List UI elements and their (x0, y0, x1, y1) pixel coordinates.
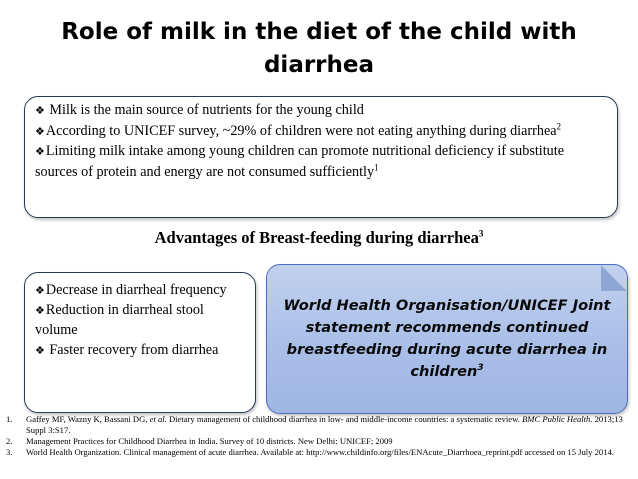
advantage-item-1-text: Decrease in diarrheal frequency (45, 282, 227, 298)
advantage-item-1 (35, 281, 249, 301)
reference-volume: 2013;13 Suppl 3:S17. (26, 414, 623, 435)
reference-text (26, 414, 632, 436)
intro-bullet-1 (35, 101, 609, 122)
advantage-item-2 (35, 301, 249, 340)
who-statement-text: World Health Organisation/UNICEF Joint statement recommends continued breastfeeding during acute diarrhea in children (283, 297, 611, 380)
intro-bullet-2 (35, 122, 609, 143)
advantages-heading-text: Advantages of Breast-feeding during diarrhea (154, 228, 479, 247)
intro-bullet-1-text: Milk is the main source of nutrients for the young child (49, 102, 364, 118)
intro-bullets-box (24, 96, 618, 218)
diamond-bullet-icon: ❖ (35, 344, 45, 357)
intro-bullet-2-text: According to UNICEF survey, ~29% of children were not eating anything during diarrhea (45, 122, 557, 139)
reference-journal: BMC Public Health. (522, 414, 593, 424)
page-curl-corner (601, 265, 627, 291)
diamond-bullet-icon: ❖ (35, 305, 45, 318)
reference-number: 1. (6, 414, 13, 424)
citation-ref: 3 (477, 363, 484, 374)
reference-item-2 (6, 436, 632, 447)
slide-title: Role of milk in the diet of the child with diarrhea (61, 19, 577, 78)
reference-et-al: et al. (149, 414, 167, 424)
advantage-item-2-text: Reduction in diarrheal stool volume (35, 302, 204, 339)
reference-item-1 (6, 414, 632, 436)
intro-bullet-3-text: Limiting milk intake among young children can promote nutritional deficiency if substitute sources of protein and energy are not consumed sufficiently (35, 143, 564, 180)
advantages-heading (0, 228, 638, 248)
references-list (6, 414, 632, 458)
reference-item-3 (6, 447, 632, 458)
reference-title: Dietary management of childhood diarrhea in low- and middle-income countries: a systematic review. (166, 414, 523, 424)
advantage-item-3-text: Faster recovery from diarrhea (45, 341, 219, 358)
diamond-bullet-icon: ❖ (35, 146, 45, 158)
reference-text: Management Practices for Childhood Diarrhea in India. Survey of 10 districts. New Delhi: UNICEF; 2009 (26, 436, 393, 446)
reference-text: World Health Organization. Clinical management of acute diarrhea. Available at: http://www.childinfo.org/files/ENAcute_Diarrhoea_reprint.pdf accessed on 15 July 2014. (26, 447, 614, 457)
reference-number: 3. (6, 447, 13, 457)
intro-bullet-3 (35, 142, 609, 182)
citation-ref: 1 (374, 161, 379, 172)
who-statement (279, 295, 615, 383)
diamond-bullet-icon: ❖ (35, 125, 45, 138)
citation-ref: 2 (556, 120, 562, 131)
reference-authors: Gaffey MF, Wazny K, Bassani DG, (26, 414, 150, 424)
diamond-bullet-icon: ❖ (35, 285, 45, 297)
reference-number: 2. (6, 436, 13, 446)
diamond-bullet-icon: ❖ (35, 105, 45, 117)
citation-ref: 3 (478, 228, 484, 239)
who-statement-box (266, 264, 628, 414)
advantages-box (24, 272, 256, 413)
advantage-item-3 (35, 341, 249, 361)
